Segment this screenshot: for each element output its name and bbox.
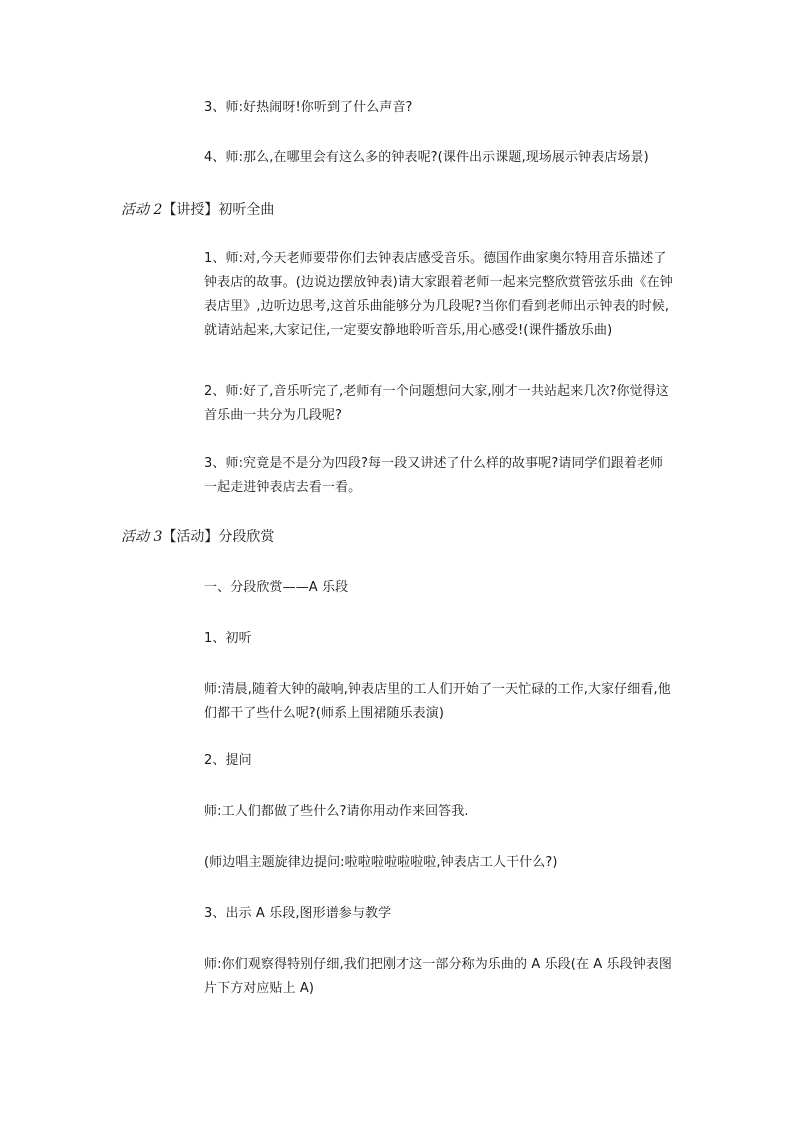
paragraph-how-many-stands: 2、师:好了,音乐听完了,老师有一个问题想问大家,刚才一共站起来几次?你觉得这首乐曲一共分为几段呢?	[204, 384, 669, 423]
activity-3-heading	[121, 525, 274, 549]
activity-2-tag: 【讲授】	[162, 202, 219, 218]
activity-2-title: 初听全曲	[218, 202, 275, 218]
activity-3-tag: 【活动】	[162, 529, 219, 545]
step-show-section-a: 3、出示 A 乐段,图形谱参与教学	[204, 906, 392, 921]
activity-3-title: 分段欣赏	[218, 529, 275, 545]
step-first-listen: 1、初听	[204, 631, 252, 646]
paragraph-workers-actions: 师:工人们都做了些什么?请你用动作来回答我.	[204, 804, 469, 819]
paragraph-morning-clock: 师:清晨,随着大钟的敲响,钟表店里的工人们开始了一天忙碌的工作,大家仔细看,他们都干了些什么呢?(师系上围裙随乐表演)	[204, 682, 671, 721]
section-a-heading: 一、分段欣赏——A 乐段	[204, 580, 349, 595]
paragraph-first-listen: 1、师:对,今天老师要带你们去钟表店感受音乐。德国作曲家奥尔特用音乐描述了钟表店的故事。(边说边摆放钟表)请大家跟着老师一起来完整欣赏管弦乐曲《在钟表店里》,边听边思考,这首乐曲能够分为几段呢?当你们看到老师出示钟表的时候,就请站起来,大家记住,一定要安静地聆听音乐,用心感受!(课件播放乐曲)	[204, 251, 673, 338]
paragraph-question-sound: 3、师:好热闹呀!你听到了什么声音?	[204, 100, 413, 115]
paragraph-sing-theme: (师边唱主题旋律边提问:啦啦啦啦啦啦啦,钟表店工人干什么?)	[204, 855, 558, 870]
paragraph-question-clocks: 4、师:那么,在哪里会有这么多的钟表呢?(课件出示课题,现场展示钟表店场景)	[204, 150, 649, 165]
activity-2-label: 活动 2	[121, 202, 163, 218]
activity-2-heading	[121, 198, 274, 222]
activity-3-label: 活动 3	[121, 529, 163, 545]
paragraph-four-sections: 3、师:究竟是不是分为四段?每一段又讲述了什么样的故事呢?请同学们跟着老师一起走进钟表店去看一看。	[204, 456, 664, 495]
paragraph-observe-carefully: 师:你们观察得特别仔细,我们把刚才这一部分称为乐曲的 A 乐段(在 A 乐段钟表图片下方对应贴上 A)	[204, 957, 672, 996]
step-question: 2、提问	[204, 753, 252, 768]
